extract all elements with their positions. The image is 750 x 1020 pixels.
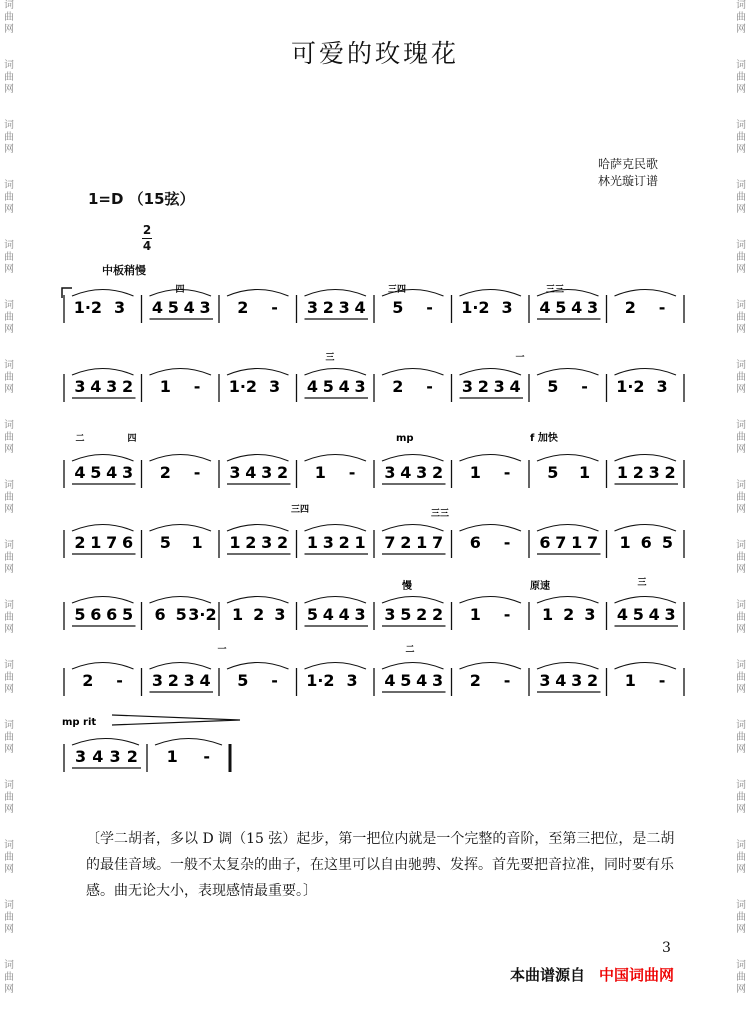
- score-note: 5: [661, 533, 673, 552]
- slur-arc: [72, 455, 134, 462]
- score-note: 6: [640, 533, 652, 552]
- score-note: 2: [400, 533, 412, 552]
- score-note: -: [426, 377, 433, 396]
- score-note: 5: [547, 377, 559, 396]
- score-note: 2: [469, 671, 481, 690]
- score-note: -: [271, 298, 278, 317]
- score-note: 3: [416, 463, 428, 482]
- score-note: 2: [276, 463, 289, 482]
- score-note: 1: [166, 747, 178, 766]
- score-note: 2: [276, 533, 289, 552]
- fingering-mark: 三: [637, 578, 647, 588]
- source-site: 中国词曲网: [599, 966, 675, 984]
- score-note: 4: [354, 298, 366, 317]
- accel-mark: f 加快: [530, 433, 558, 444]
- score-note: 2: [159, 463, 171, 482]
- slur-arc: [150, 455, 212, 462]
- fingering-mark: 三四: [387, 285, 407, 295]
- score-note: 3: [656, 377, 668, 396]
- source-label: 本曲谱源自: [510, 966, 586, 984]
- rit-mark: mp rit: [62, 717, 97, 728]
- score-note: 6: [539, 533, 551, 552]
- score-note: 5: [121, 605, 134, 624]
- score-note: 1: [579, 463, 591, 482]
- score-note: 2: [624, 298, 636, 317]
- score-note: 4: [245, 463, 257, 482]
- score-note: 3: [306, 298, 319, 317]
- slur-arc: [615, 597, 677, 604]
- slur-arc: [305, 369, 367, 376]
- score-note: 5: [237, 671, 249, 690]
- score-note: -: [203, 747, 211, 766]
- score-note: 3: [199, 298, 211, 317]
- fingering-mark: 三: [325, 353, 335, 363]
- score-note: 3: [261, 533, 273, 552]
- fingering-mark: 四: [127, 434, 137, 444]
- slur-arc: [227, 597, 289, 604]
- score-note: -: [658, 671, 666, 690]
- score-note: -: [503, 605, 511, 624]
- score-note: 1: [191, 533, 203, 552]
- score-note: 4: [416, 671, 428, 690]
- slur-arc: [382, 663, 444, 670]
- score-note: 5: [167, 298, 179, 317]
- slur-arc: [460, 663, 522, 670]
- score-note: 5: [547, 463, 559, 482]
- score-note: -: [658, 298, 666, 317]
- slur-arc: [155, 739, 222, 746]
- score-note: -: [503, 671, 511, 690]
- score-note: 4: [571, 298, 583, 317]
- score-note: 3: [229, 463, 241, 482]
- score-note: 4: [90, 377, 102, 396]
- score-note: 4: [183, 298, 195, 317]
- score-note: 2: [338, 533, 350, 552]
- slur-arc: [150, 663, 212, 670]
- score-note: 2: [392, 377, 404, 396]
- score-note: 5: [74, 605, 86, 624]
- page-number: 3: [662, 940, 671, 956]
- fingering-mark: 三三: [430, 509, 450, 519]
- fingering-mark: 四: [175, 285, 185, 295]
- score-note: 1·2: [228, 377, 258, 396]
- score-note: 2: [322, 298, 334, 317]
- slur-arc: [615, 455, 677, 462]
- score-note: 1: [354, 533, 366, 552]
- score-note: 1: [229, 533, 241, 552]
- slow-mark: 慢: [402, 581, 412, 592]
- slur-arc: [615, 369, 677, 376]
- fingering-mark: 二: [75, 434, 85, 444]
- slur-arc: [72, 525, 134, 532]
- score-note: 5: [175, 605, 187, 624]
- score-note: 3: [571, 671, 583, 690]
- score-note: 4: [74, 463, 86, 482]
- score-note: 3: [354, 605, 366, 624]
- slur-arc: [382, 525, 444, 532]
- score-note: 3: [106, 377, 118, 396]
- score-note: 2: [237, 298, 249, 317]
- score-note: 3: [461, 377, 474, 396]
- score-note: 1: [314, 463, 326, 482]
- score-note: 4: [338, 377, 350, 396]
- commentary-paragraph: 〔学二胡者，多以 D 调（15 弦）起步，第一把位内就是一个完整的音阶，至第三把位，是二胡的最佳音域。一般不太复杂的曲子，在这里可以自由驰骋、发挥。首先要把音拉准，同时要有乐感。曲无论大小，表现感情最重要。〕: [86, 831, 675, 899]
- score-note: 5: [322, 377, 334, 396]
- fingering-mark: 一: [515, 353, 525, 363]
- slur-arc: [460, 597, 522, 604]
- slur-arc: [537, 455, 599, 462]
- score-note: 3: [346, 671, 358, 690]
- score-note: 4: [106, 463, 118, 482]
- fingering-mark: 三三: [545, 285, 565, 295]
- score-note: 3: [151, 671, 164, 690]
- score-note: 3: [322, 533, 334, 552]
- fingering-mark: 一: [217, 645, 227, 655]
- score-note: 1·2: [306, 671, 335, 690]
- slur-arc: [305, 455, 367, 462]
- score-note: 4: [555, 671, 567, 690]
- a-tempo-mark: 原速: [530, 581, 550, 592]
- score-note: 2: [245, 533, 257, 552]
- slur-arc: [72, 597, 134, 604]
- score-note: 2: [121, 377, 134, 396]
- watermark-right: 词 曲 网 词 曲 网 词 曲 网 词 曲 网 词 曲 网 词 曲 网 词 曲 网 词 曲 网 词 曲 网 词 曲 网 词 曲 网 词 曲 网 词 曲 网 词 曲 网 词 曲 网 词 曲 网 词 曲 网: [736, 0, 746, 995]
- slur-arc: [227, 455, 289, 462]
- slur-arc: [72, 369, 134, 376]
- slur-arc: [537, 663, 599, 670]
- score-note: 4: [338, 605, 350, 624]
- score-note: 1: [469, 463, 481, 482]
- score-note: 3: [384, 463, 396, 482]
- score-note: 2: [477, 377, 489, 396]
- score-note: 1: [571, 533, 583, 552]
- slur-arc: [537, 369, 599, 376]
- score-note: 3: [586, 298, 599, 317]
- score-note: 5: [555, 298, 567, 317]
- slur-arc: [227, 663, 289, 670]
- score-note: 6: [90, 605, 102, 624]
- score-note: 2: [74, 533, 86, 552]
- score-note: 3: [121, 463, 134, 482]
- score-note: 4: [384, 671, 396, 690]
- score-note: 1: [542, 605, 554, 624]
- score-note: 3: [354, 377, 366, 396]
- key-signature: 1=D （15弦）: [88, 190, 195, 208]
- score-note: 6: [106, 605, 118, 624]
- score-note: 3: [584, 605, 596, 624]
- credit-origin: 哈萨克民歌: [598, 157, 659, 171]
- score-note: 7: [555, 533, 567, 552]
- source-credit: [510, 964, 674, 985]
- slur-arc: [150, 525, 212, 532]
- score-note: 3: [431, 671, 444, 690]
- score-note: 3: [109, 747, 121, 766]
- slur-arc: [305, 290, 367, 297]
- score-note: 3: [114, 298, 126, 317]
- score-note: 1: [416, 533, 428, 552]
- score-note: 2: [632, 463, 644, 482]
- score-note: 2: [431, 605, 444, 624]
- fingering-mark: 二: [405, 645, 415, 655]
- slur-arc: [537, 597, 599, 604]
- score-note: 4: [92, 747, 104, 766]
- score-note: 6: [469, 533, 481, 552]
- score-note: 7: [586, 533, 599, 552]
- score-note: 2: [664, 463, 676, 482]
- score-note: 4: [509, 377, 521, 396]
- score-note: 3: [274, 605, 286, 624]
- score-note: 3: [664, 605, 676, 624]
- slur-arc: [227, 290, 289, 297]
- score-note: 1: [232, 605, 244, 624]
- score-note: 1: [159, 377, 171, 396]
- score-note: 2: [167, 671, 179, 690]
- score-note: -: [271, 671, 278, 690]
- slur-arc: [460, 525, 522, 532]
- score-note: 1: [624, 671, 636, 690]
- time-top: 2: [142, 223, 152, 237]
- score-note: 1: [306, 533, 319, 552]
- score-note: 5: [90, 463, 102, 482]
- score-note: -: [193, 463, 201, 482]
- score-note: 5: [400, 671, 412, 690]
- slur-arc: [305, 525, 367, 532]
- slur-arc: [382, 369, 444, 376]
- score-note: 1·2: [461, 298, 490, 317]
- score-note: -: [193, 377, 201, 396]
- score-note: 3: [648, 463, 660, 482]
- slur-arc: [382, 455, 444, 462]
- score-note: -: [426, 298, 433, 317]
- score-note: 3: [338, 298, 350, 317]
- score-note: 4: [539, 298, 551, 317]
- score-note: 5: [306, 605, 319, 624]
- slur-arc: [460, 369, 522, 376]
- score-note: -: [503, 463, 511, 482]
- slur-arc: [305, 597, 367, 604]
- score-note: 3: [539, 671, 551, 690]
- score-note: 2: [586, 671, 599, 690]
- score-note: 2: [82, 671, 94, 690]
- score-note: 1: [90, 533, 102, 552]
- score-note: 3: [501, 298, 513, 317]
- score-note: 5: [392, 298, 404, 317]
- score-note: 3·2: [188, 605, 217, 624]
- score-note: 3: [493, 377, 505, 396]
- score-note: 4: [648, 605, 660, 624]
- score-note: 1: [469, 605, 481, 624]
- slur-arc: [305, 663, 367, 670]
- score-note: 3: [74, 377, 86, 396]
- slur-arc: [150, 369, 212, 376]
- score-note: 7: [384, 533, 396, 552]
- score-note: -: [581, 377, 588, 396]
- score-note: 1: [616, 463, 629, 482]
- score-note: 5: [400, 605, 412, 624]
- score-note: 4: [322, 605, 334, 624]
- score-note: 2: [126, 747, 138, 766]
- score-note: 3: [183, 671, 195, 690]
- score-note: 3: [75, 747, 87, 766]
- slur-arc: [615, 290, 677, 297]
- song-title: 可爱的玫瑰花: [290, 39, 459, 68]
- score-note: -: [348, 463, 356, 482]
- score-note: 6: [154, 605, 166, 624]
- score-note: 7: [106, 533, 118, 552]
- slur-arc: [537, 525, 599, 532]
- score-note: 3: [261, 463, 273, 482]
- fingering-mark: 三四: [290, 505, 310, 515]
- score-note: 3: [384, 605, 396, 624]
- score-note: 5: [632, 605, 644, 624]
- score-note: 2: [563, 605, 575, 624]
- slur-arc: [460, 455, 522, 462]
- slur-arc: [382, 597, 444, 604]
- score-note: 4: [616, 605, 629, 624]
- credit-arranger: 林光璇订谱: [598, 174, 659, 188]
- score-note: 1·2: [616, 377, 645, 396]
- decrescendo-hairpin: [112, 715, 240, 725]
- slur-arc: [72, 739, 139, 746]
- slur-arc: [615, 663, 677, 670]
- score-note: 2: [253, 605, 265, 624]
- score-note: -: [503, 533, 511, 552]
- score-note: 5: [159, 533, 171, 552]
- slur-arc: [615, 525, 677, 532]
- score-note: -: [116, 671, 123, 690]
- slur-arc: [72, 663, 134, 670]
- slur-arc: [227, 525, 289, 532]
- score-note: 3: [269, 377, 281, 396]
- score-note: 1·2: [73, 298, 103, 317]
- slur-arc: [460, 290, 522, 297]
- slur-arc: [150, 597, 212, 604]
- slur-arc: [72, 290, 134, 297]
- score-note: 6: [121, 533, 134, 552]
- slur-arc: [227, 369, 289, 376]
- score-note: 4: [306, 377, 319, 396]
- score-note: 4: [400, 463, 412, 482]
- score-note: 4: [199, 671, 211, 690]
- watermark-left: 词 曲 网 词 曲 网 词 曲 网 词 曲 网 词 曲 网 词 曲 网 词 曲 网 词 曲 网 词 曲 网 词 曲 网 词 曲 网 词 曲 网 词 曲 网 词 曲 网 词 曲 网 词 曲 网 词 曲 网: [4, 0, 14, 995]
- score-note: 4: [151, 298, 164, 317]
- dynamic-mp: mp: [396, 433, 414, 444]
- score-note: 7: [431, 533, 444, 552]
- score-note: 1: [619, 533, 631, 552]
- tempo-mark: 中板稍慢: [102, 264, 146, 277]
- time-bottom: 4: [142, 239, 152, 253]
- score-note: 2: [416, 605, 428, 624]
- score-note: 2: [431, 463, 444, 482]
